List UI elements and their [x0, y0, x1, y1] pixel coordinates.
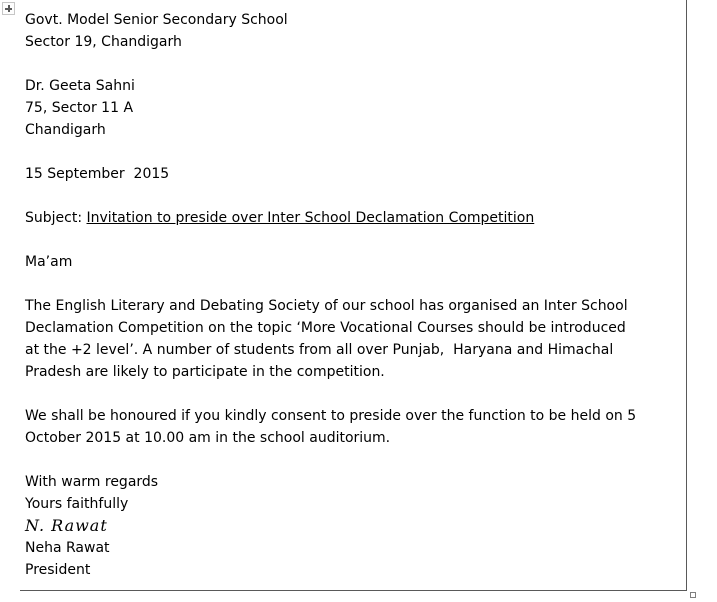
subject-block: [25, 207, 680, 229]
sender-line: Sector 19, Chandigarh: [25, 34, 182, 50]
sender-line: Govt. Model Senior Secondary School: [25, 12, 288, 28]
sender-block: [25, 9, 680, 53]
table-move-handle[interactable]: [2, 2, 15, 15]
closing-line: Yours faithfully: [25, 496, 129, 512]
handwritten-signature: N. Rawat: [25, 516, 108, 535]
salutation: Ma’am: [25, 254, 73, 270]
table-border-right: [686, 0, 687, 591]
paragraph-line: Declamation Competition on the topic ‘More Vocational Courses should be introduced: [25, 320, 626, 336]
signatory-title: President: [25, 562, 91, 578]
recipient-line: Dr. Geeta Sahni: [25, 78, 135, 94]
subject-line: [25, 207, 680, 229]
move-arrows-icon: [3, 3, 14, 14]
subject-text: Invitation to preside over Inter School Declamation Competition: [86, 210, 535, 226]
date-block: [25, 163, 680, 185]
recipient-block: [25, 75, 680, 141]
subject-label: Subject:: [25, 210, 83, 226]
paragraph-line: The English Literary and Debating Society of our school has organised an Inter School: [25, 298, 628, 314]
paragraph-line: at the +2 level’. A number of students from all over Punjab, Haryana and Himachal: [25, 342, 614, 358]
paragraph-line: October 2015 at 10.00 am in the school auditorium.: [25, 430, 391, 446]
letter-body: [25, 9, 680, 581]
signatory-name: Neha Rawat: [25, 540, 110, 556]
closing-block: [25, 471, 680, 581]
paragraph-line: We shall be honoured if you kindly consent to preside over the function to be held on 5: [25, 408, 637, 424]
paragraph-1: [25, 295, 680, 383]
paragraph-line: Pradesh are likely to participate in the competition.: [25, 364, 385, 380]
paragraph-2: [25, 405, 680, 449]
letter-date: 15 September 2015: [25, 166, 170, 182]
closing-line: With warm regards: [25, 474, 159, 490]
recipient-line: Chandigarh: [25, 122, 106, 138]
recipient-line: 75, Sector 11 A: [25, 100, 134, 116]
table-resize-handle[interactable]: [690, 592, 696, 598]
salutation-block: [25, 251, 680, 273]
table-border-bottom: [20, 590, 687, 591]
